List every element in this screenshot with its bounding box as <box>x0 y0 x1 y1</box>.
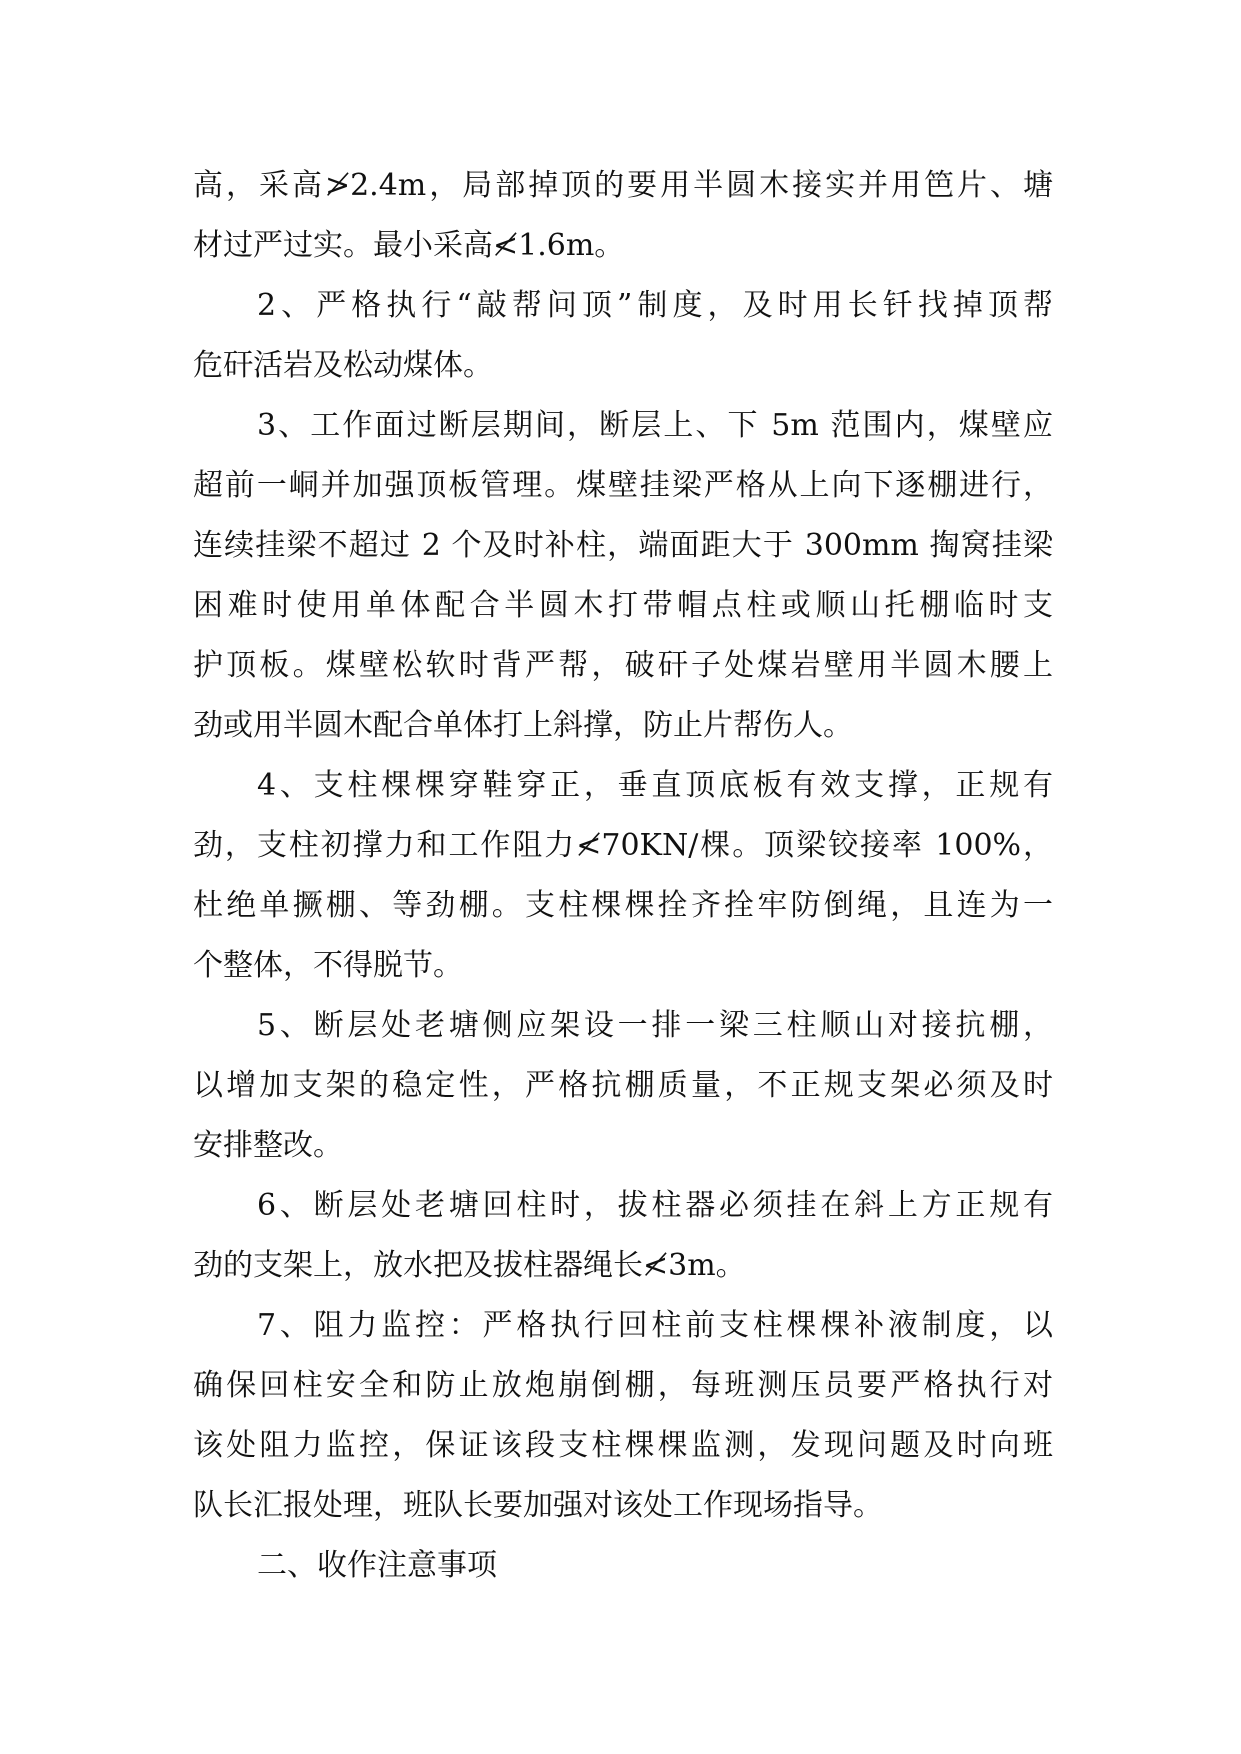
text-line: 超前一峒并加强顶板管理。煤壁挂梁严格从上向下逐棚进行， <box>193 468 1053 503</box>
text-line: 危矸活岩及松动煤体。 <box>193 348 493 383</box>
paragraph-4 <box>193 756 1053 996</box>
text-line: 劲或用半圆木配合单体打上斜撑，防止片帮伤人。 <box>193 708 853 743</box>
paragraph-6 <box>193 1176 1053 1296</box>
text-line: 以增加支架的稳定性，严格抗棚质量，不正规支架必须及时 <box>193 1068 1053 1103</box>
text-line: 护顶板。煤壁松软时背严帮，破矸子处煤岩壁用半圆木腰上 <box>193 648 1053 683</box>
text-line: 个整体，不得脱节。 <box>193 948 463 983</box>
text-line: 杜绝单撅棚、等劲棚。支柱棵棵拴齐拴牢防倒绳，且连为一 <box>193 888 1053 923</box>
section-heading <box>193 1536 1053 1596</box>
text-line: 该处阻力监控，保证该段支柱棵棵监测，发现问题及时向班 <box>193 1428 1053 1463</box>
paragraph-5 <box>193 996 1053 1176</box>
text-line: 安排整改。 <box>193 1128 343 1163</box>
text-line: 困难时使用单体配合半圆木打带帽点柱或顺山托棚临时支 <box>193 588 1053 623</box>
paragraph-1 <box>193 156 1053 276</box>
text-line: 2、严格执行“敲帮问顶”制度，及时用长钎找掉顶帮 <box>257 288 1053 323</box>
text-line: 3、工作面过断层期间，断层上、下 5m 范围内，煤壁应 <box>257 408 1053 443</box>
text-line: 劲，支柱初撑力和工作阻力≮70KN/棵。顶梁铰接率 100%， <box>193 828 1053 863</box>
text-line: 4、支柱棵棵穿鞋穿正，垂直顶底板有效支撑，正规有 <box>257 768 1053 803</box>
text-line: 6、断层处老塘回柱时，拔柱器必须挂在斜上方正规有 <box>257 1188 1053 1223</box>
text-line: 队长汇报处理，班队长要加强对该处工作现场指导。 <box>193 1488 883 1523</box>
text-line: 5、断层处老塘侧应架设一排一梁三柱顺山对接抗棚， <box>257 1008 1053 1043</box>
text-line: 高，采高≯2.4m，局部掉顶的要用半圆木接实并用笆片、塘 <box>193 168 1053 203</box>
paragraph-2 <box>193 276 1053 396</box>
text-line: 确保回柱安全和防止放炮崩倒棚，每班测压员要严格执行对 <box>193 1368 1053 1403</box>
heading-text: 二、收作注意事项 <box>257 1548 497 1583</box>
paragraph-7 <box>193 1296 1053 1536</box>
text-line: 劲的支架上，放水把及拔柱器绳长≮3m。 <box>193 1248 746 1283</box>
document-body <box>193 156 1053 1596</box>
paragraph-3 <box>193 396 1053 756</box>
text-line: 材过严过实。最小采高≮1.6m。 <box>193 228 625 263</box>
text-line: 7、阻力监控：严格执行回柱前支柱棵棵补液制度，以 <box>257 1308 1053 1343</box>
text-line: 连续挂梁不超过 2 个及时补柱，端面距大于 300mm 掏窝挂梁 <box>193 528 1053 563</box>
